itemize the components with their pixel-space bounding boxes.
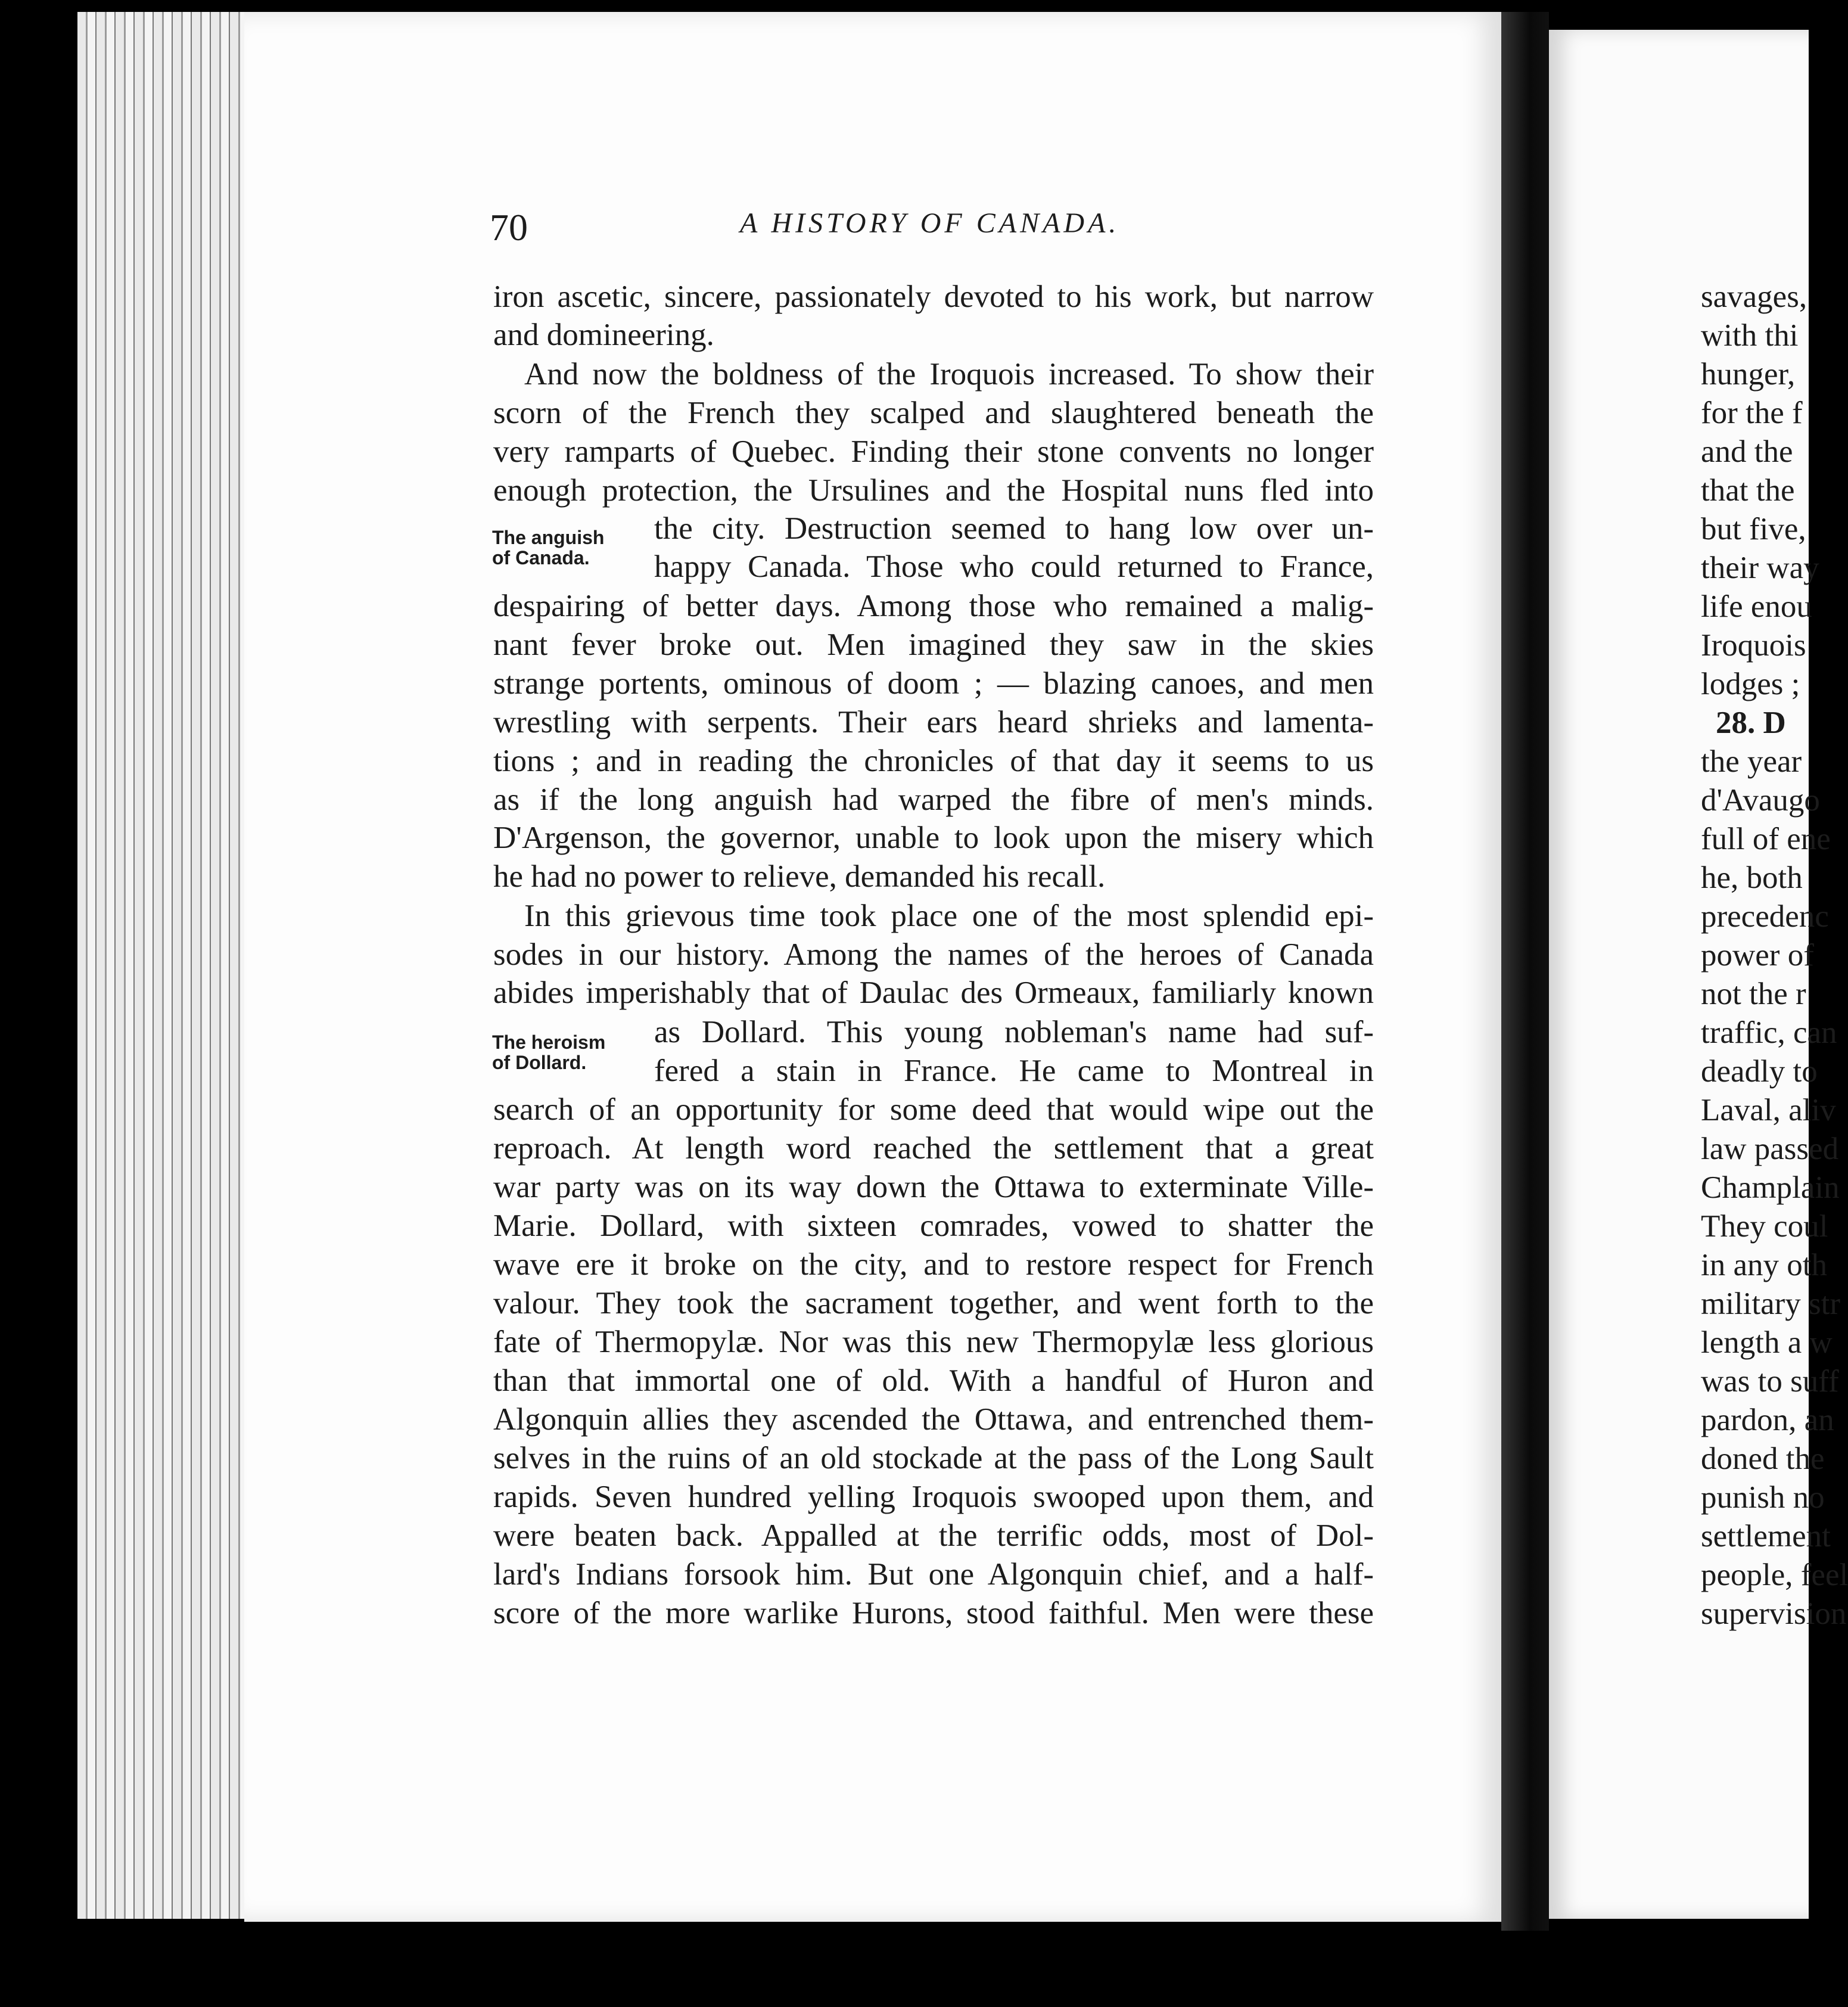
right-page-line: lodges ; <box>1701 667 1800 701</box>
right-page-line: for the f <box>1701 396 1803 430</box>
body-line: despairing of better days. Among those who remained a malig- <box>493 589 1374 623</box>
book-page-edges <box>77 12 256 1919</box>
body-line: valour. They took the sacrament together, and went forth to the <box>493 1286 1374 1321</box>
body-line: iron ascetic, sincere, passionately devoted to his work, but narrow <box>493 279 1374 314</box>
right-page-line: d'Avaugo <box>1701 783 1820 818</box>
right-page-line: but five, <box>1701 512 1806 546</box>
body-line: strange portents, ominous of doom ; — blazing canoes, and men <box>493 666 1374 701</box>
right-page-line: full of ene <box>1701 822 1831 856</box>
right-page-line: the year <box>1701 744 1802 779</box>
body-line: fered a stain in France. He came to Montreal in <box>654 1054 1374 1088</box>
body-line: In this grievous time took place one of the most splendid epi- <box>524 899 1374 933</box>
right-page-line: length a w <box>1701 1325 1833 1360</box>
body-line: tions ; and in reading the chronicles of that day it seems to us <box>493 744 1374 778</box>
right-page-line: Iroquois <box>1701 628 1806 663</box>
body-line: were beaten back. Appalled at the terrific odds, most of Dol- <box>493 1518 1374 1553</box>
body-line: the city. Destruction seemed to hang low over un- <box>654 511 1374 546</box>
body-line: scorn of the French they scalped and slaughtered beneath the <box>493 396 1374 430</box>
body-line: enough protection, the Ursulines and the Hospital nuns fled into <box>493 473 1374 508</box>
body-line: wrestling with serpents. Their ears heard shrieks and lamenta- <box>493 705 1374 740</box>
right-page-line: They coul <box>1701 1209 1828 1244</box>
body-line: rapids. Seven hundred yelling Iroquois swooped upon them, and <box>493 1480 1374 1514</box>
right-page-line: their way <box>1701 551 1819 585</box>
right-page-line: was to suff <box>1701 1364 1839 1399</box>
body-line: selves in the ruins of an old stockade at the pass of the Long Sault <box>493 1441 1374 1475</box>
right-page-line: settlement <box>1701 1519 1831 1554</box>
body-line: nant fever broke out. Men imagined they saw in the skies <box>493 627 1374 662</box>
right-page-line: precedenc <box>1701 899 1829 934</box>
body-line: as Dollard. This young nobleman's name had suf- <box>654 1015 1374 1049</box>
page-header <box>490 206 1374 247</box>
sidenote-anguish: The anguish of Canada. <box>492 527 605 568</box>
right-page-line: 28. D <box>1716 706 1786 740</box>
body-line: as if the long anguish had warped the fibre of men's minds. <box>493 782 1374 817</box>
right-page-line: power of <box>1701 938 1814 973</box>
right-page-line: pardon, an <box>1701 1403 1834 1437</box>
body-line: And now the boldness of the Iroquois increased. To show their <box>524 357 1374 392</box>
right-page-line: not the r <box>1701 977 1806 1011</box>
right-page-line: doned the <box>1701 1441 1825 1476</box>
right-page-line: law passed <box>1701 1132 1839 1166</box>
page-number: 70 <box>490 206 528 248</box>
right-page-line: punish no <box>1701 1480 1825 1515</box>
body-line: wave ere it broke on the city, and to restore respect for French <box>493 1247 1374 1282</box>
body-line: search of an opportunity for some deed that would wipe out the <box>493 1092 1374 1127</box>
right-page-line: people, feel <box>1701 1558 1848 1592</box>
book-gutter <box>1501 12 1549 1931</box>
right-page-line: in any oth <box>1701 1248 1827 1282</box>
body-line: and domineering. <box>493 318 714 352</box>
body-line: happy Canada. Those who could returned to France, <box>654 549 1374 584</box>
body-line: score of the more warlike Hurons, stood faithful. Men were these <box>493 1596 1374 1630</box>
body-line: than that immortal one of old. With a handful of Huron and <box>493 1363 1374 1398</box>
right-page-line: savages, <box>1701 279 1807 314</box>
right-page-line: that the <box>1701 473 1795 508</box>
right-page-line: Laval, aliv <box>1701 1093 1836 1127</box>
right-page-line: Champlain <box>1701 1170 1840 1205</box>
body-line: fate of Thermopylæ. Nor was this new Thermopylæ less glorious <box>493 1325 1374 1359</box>
body-line: abides imperishably that of Daulac des Ormeaux, familiarly known <box>493 975 1374 1010</box>
body-line: D'Argenson, the governor, unable to look upon the misery which <box>493 821 1374 855</box>
body-line: reproach. At length word reached the settlement that a great <box>493 1131 1374 1166</box>
body-line: war party was on its way down the Ottawa to exterminate Ville- <box>493 1170 1374 1204</box>
right-page-line: supervision <box>1701 1596 1847 1631</box>
body-line: lard's Indians forsook him. But one Algonquin chief, and a half- <box>493 1557 1374 1592</box>
right-page-line: with thi <box>1701 318 1799 353</box>
right-page-line: military str <box>1701 1287 1841 1321</box>
right-page-line: deadly to <box>1701 1054 1818 1089</box>
body-line: he had no power to relieve, demanded his recall. <box>493 859 1106 894</box>
right-page-line: traffic, can <box>1701 1015 1837 1050</box>
right-page-line: and the <box>1701 434 1793 469</box>
body-line: sodes in our history. Among the names of the heroes of Canada <box>493 937 1374 972</box>
running-title: A HISTORY OF CANADA. <box>740 207 1120 239</box>
body-line: very ramparts of Quebec. Finding their stone convents no longer <box>493 434 1374 469</box>
body-line: Algonquin allies they ascended the Ottawa, and entrenched them- <box>493 1402 1374 1437</box>
right-page-line: he, both <box>1701 860 1803 895</box>
sidenote-heroism: The heroism of Dollard. <box>492 1032 606 1073</box>
right-page-line: hunger, <box>1701 357 1796 392</box>
right-page-line: life enou <box>1701 589 1812 624</box>
body-line: Marie. Dollard, with sixteen comrades, vowed to shatter the <box>493 1208 1374 1243</box>
